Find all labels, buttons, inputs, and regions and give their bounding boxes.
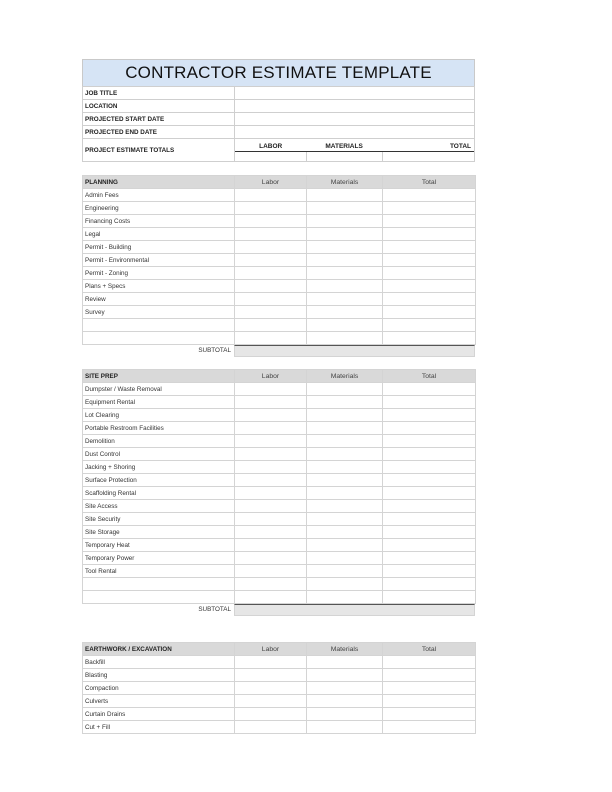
estimate-value-total[interactable] [383, 152, 474, 161]
table-row [83, 708, 476, 721]
table-row [83, 280, 476, 293]
labor-cell[interactable] [235, 578, 307, 591]
column-header-labor: Labor [235, 176, 307, 189]
info-row [83, 113, 475, 126]
total-cell[interactable] [383, 487, 476, 500]
table-row [83, 461, 476, 474]
materials-cell[interactable] [307, 526, 383, 539]
labor-cell[interactable] [235, 669, 307, 682]
total-cell[interactable] [383, 578, 476, 591]
column-header-total: Total [383, 643, 476, 656]
total-cell[interactable] [383, 435, 476, 448]
estimate-value-materials[interactable] [307, 152, 383, 161]
table-row [83, 695, 476, 708]
section-table [82, 175, 476, 345]
line-item-label: Tool Rental [83, 565, 235, 578]
table-row [83, 552, 476, 565]
table-row [83, 293, 476, 306]
line-item-label: Jacking + Shoring [83, 461, 235, 474]
table-row [83, 487, 476, 500]
table-row [83, 215, 476, 228]
estimate-totals-row [83, 139, 475, 162]
section-header-row [83, 643, 476, 656]
materials-cell[interactable] [307, 539, 383, 552]
total-cell[interactable] [383, 539, 476, 552]
table-row [83, 578, 476, 591]
info-field-label: JOB TITLE [83, 87, 235, 100]
line-item-label: Blasting [83, 669, 235, 682]
table-row [83, 656, 476, 669]
line-item-label: Engineering [83, 202, 235, 215]
materials-cell[interactable] [307, 267, 383, 280]
materials-cell[interactable] [307, 695, 383, 708]
line-item-label [83, 332, 235, 345]
labor-cell[interactable] [235, 189, 307, 202]
materials-cell[interactable] [307, 474, 383, 487]
total-cell[interactable] [383, 409, 476, 422]
line-item-label [83, 319, 235, 332]
estimate-sheet [82, 59, 475, 734]
info-row [83, 87, 475, 100]
column-header-labor: Labor [235, 370, 307, 383]
line-item-label: Admin Fees [83, 189, 235, 202]
labor-cell[interactable] [235, 539, 307, 552]
total-cell[interactable] [383, 461, 476, 474]
table-row [83, 241, 476, 254]
table-row [83, 422, 476, 435]
line-item-label: Dust Control [83, 448, 235, 461]
labor-cell[interactable] [235, 565, 307, 578]
subtotal-value[interactable] [234, 604, 475, 616]
labor-cell[interactable] [235, 682, 307, 695]
materials-cell[interactable] [307, 669, 383, 682]
table-row [83, 189, 476, 202]
materials-cell[interactable] [307, 656, 383, 669]
labor-cell[interactable] [235, 487, 307, 500]
total-cell[interactable] [383, 474, 476, 487]
total-cell[interactable] [383, 280, 476, 293]
total-cell[interactable] [383, 293, 476, 306]
materials-cell[interactable] [307, 306, 383, 319]
line-item-label: Permit - Environmental [83, 254, 235, 267]
materials-cell[interactable] [307, 409, 383, 422]
info-field-value[interactable] [235, 113, 475, 126]
materials-cell[interactable] [307, 513, 383, 526]
subtotal-label: SUBTOTAL [198, 347, 231, 354]
section-title: PLANNING [83, 176, 235, 189]
line-item-label: Site Access [83, 500, 235, 513]
total-cell[interactable] [383, 228, 476, 241]
table-row [83, 202, 476, 215]
labor-cell[interactable] [235, 254, 307, 267]
page-title: CONTRACTOR ESTIMATE TEMPLATE [82, 59, 475, 86]
section-header-row [83, 370, 476, 383]
table-row [83, 448, 476, 461]
labor-cell[interactable] [235, 228, 307, 241]
column-header-materials: Materials [307, 643, 383, 656]
total-cell[interactable] [383, 526, 476, 539]
materials-cell[interactable] [307, 189, 383, 202]
labor-cell[interactable] [235, 474, 307, 487]
line-item-label: Cut + Fill [83, 721, 235, 734]
line-item-label: Dumpster / Waste Removal [83, 383, 235, 396]
materials-cell[interactable] [307, 682, 383, 695]
info-field-label: PROJECTED END DATE [83, 126, 235, 139]
labor-cell[interactable] [235, 500, 307, 513]
labor-cell[interactable] [235, 461, 307, 474]
line-item-label: Compaction [83, 682, 235, 695]
line-item-label: Curtain Drains [83, 708, 235, 721]
materials-cell[interactable] [307, 565, 383, 578]
total-cell[interactable] [383, 267, 476, 280]
estimate-totals-cell [235, 139, 475, 162]
estimate-header-materials: MATERIALS [325, 143, 363, 150]
total-cell[interactable] [383, 513, 476, 526]
line-item-label: Survey [83, 306, 235, 319]
table-row [83, 565, 476, 578]
total-cell[interactable] [383, 319, 476, 332]
total-cell[interactable] [383, 448, 476, 461]
estimate-value-labor[interactable] [235, 152, 307, 161]
info-row [83, 126, 475, 139]
line-item-label [83, 578, 235, 591]
line-item-label: Lot Clearing [83, 409, 235, 422]
total-cell[interactable] [383, 708, 476, 721]
table-row [83, 721, 476, 734]
info-field-value[interactable] [235, 87, 475, 100]
labor-cell[interactable] [235, 656, 307, 669]
line-item-label [83, 591, 235, 604]
total-cell[interactable] [383, 332, 476, 345]
labor-cell[interactable] [235, 306, 307, 319]
estimate-header-labor: LABOR [259, 143, 283, 150]
line-item-label: Scaffolding Rental [83, 487, 235, 500]
labor-cell[interactable] [235, 241, 307, 254]
section-title: EARTHWORK / EXCAVATION [83, 643, 235, 656]
materials-cell[interactable] [307, 254, 383, 267]
labor-cell[interactable] [235, 319, 307, 332]
table-row [83, 539, 476, 552]
materials-cell[interactable] [307, 293, 383, 306]
materials-cell[interactable] [307, 461, 383, 474]
table-row [83, 526, 476, 539]
table-row [83, 306, 476, 319]
line-item-label: Permit - Building [83, 241, 235, 254]
labor-cell[interactable] [235, 409, 307, 422]
table-row [83, 409, 476, 422]
line-item-label: Surface Protection [83, 474, 235, 487]
total-cell[interactable] [383, 682, 476, 695]
materials-cell[interactable] [307, 228, 383, 241]
total-cell[interactable] [383, 306, 476, 319]
labor-cell[interactable] [235, 435, 307, 448]
project-info-table [82, 86, 475, 162]
total-cell[interactable] [383, 695, 476, 708]
total-cell[interactable] [383, 383, 476, 396]
materials-cell[interactable] [307, 591, 383, 604]
info-field-label: PROJECTED START DATE [83, 113, 235, 126]
info-field-value[interactable] [235, 126, 475, 139]
materials-cell[interactable] [307, 552, 383, 565]
labor-cell[interactable] [235, 293, 307, 306]
total-cell[interactable] [383, 422, 476, 435]
estimate-totals-label: PROJECT ESTIMATE TOTALS [83, 139, 235, 162]
total-cell[interactable] [383, 254, 476, 267]
subtotal-value[interactable] [234, 345, 475, 357]
total-cell[interactable] [383, 552, 476, 565]
labor-cell[interactable] [235, 332, 307, 345]
total-cell[interactable] [383, 669, 476, 682]
labor-cell[interactable] [235, 526, 307, 539]
line-item-label: Temporary Power [83, 552, 235, 565]
line-item-label: Site Storage [83, 526, 235, 539]
line-item-label: Permit - Zoning [83, 267, 235, 280]
total-cell[interactable] [383, 189, 476, 202]
labor-cell[interactable] [235, 396, 307, 409]
table-row [83, 396, 476, 409]
section-planning [82, 175, 475, 357]
labor-cell[interactable] [235, 383, 307, 396]
table-row [83, 669, 476, 682]
section-table [82, 369, 476, 604]
subtotal-row [82, 345, 475, 357]
estimate-header-total: TOTAL [449, 143, 471, 150]
materials-cell[interactable] [307, 500, 383, 513]
table-row [83, 513, 476, 526]
materials-cell[interactable] [307, 332, 383, 345]
section-earthwork-excavation [82, 642, 475, 734]
info-field-label: LOCATION [83, 100, 235, 113]
subtotal-label: SUBTOTAL [198, 606, 231, 613]
line-item-label: Demolition [83, 435, 235, 448]
line-item-label: Backfill [83, 656, 235, 669]
info-row [83, 100, 475, 113]
materials-cell[interactable] [307, 319, 383, 332]
total-cell[interactable] [383, 656, 476, 669]
materials-cell[interactable] [307, 487, 383, 500]
labor-cell[interactable] [235, 721, 307, 734]
materials-cell[interactable] [307, 280, 383, 293]
table-row [83, 254, 476, 267]
column-header-labor: Labor [235, 643, 307, 656]
labor-cell[interactable] [235, 552, 307, 565]
section-title: SITE PREP [83, 370, 235, 383]
labor-cell[interactable] [235, 215, 307, 228]
labor-cell[interactable] [235, 708, 307, 721]
table-row [83, 435, 476, 448]
labor-cell[interactable] [235, 202, 307, 215]
materials-cell[interactable] [307, 202, 383, 215]
total-cell[interactable] [383, 591, 476, 604]
column-header-total: Total [383, 176, 476, 189]
labor-cell[interactable] [235, 591, 307, 604]
section-site-prep [82, 369, 475, 616]
table-row [83, 267, 476, 280]
labor-cell[interactable] [235, 448, 307, 461]
table-row [83, 228, 476, 241]
column-header-materials: Materials [307, 370, 383, 383]
materials-cell[interactable] [307, 215, 383, 228]
line-item-label: Equipment Rental [83, 396, 235, 409]
total-cell[interactable] [383, 721, 476, 734]
materials-cell[interactable] [307, 448, 383, 461]
table-row [83, 591, 476, 604]
table-row [83, 332, 476, 345]
column-header-materials: Materials [307, 176, 383, 189]
line-item-label: Legal [83, 228, 235, 241]
materials-cell[interactable] [307, 396, 383, 409]
labor-cell[interactable] [235, 422, 307, 435]
line-item-label: Review [83, 293, 235, 306]
labor-cell[interactable] [235, 280, 307, 293]
materials-cell[interactable] [307, 578, 383, 591]
materials-cell[interactable] [307, 422, 383, 435]
table-row [83, 474, 476, 487]
total-cell[interactable] [383, 241, 476, 254]
materials-cell[interactable] [307, 383, 383, 396]
table-row [83, 383, 476, 396]
line-item-label: Site Security [83, 513, 235, 526]
labor-cell[interactable] [235, 513, 307, 526]
line-item-label: Financing Costs [83, 215, 235, 228]
total-cell[interactable] [383, 565, 476, 578]
total-cell[interactable] [383, 500, 476, 513]
materials-cell[interactable] [307, 435, 383, 448]
subtotal-row [82, 604, 475, 616]
line-item-label: Temporary Heat [83, 539, 235, 552]
line-item-label: Plans + Specs [83, 280, 235, 293]
total-cell[interactable] [383, 215, 476, 228]
column-header-total: Total [383, 370, 476, 383]
labor-cell[interactable] [235, 267, 307, 280]
materials-cell[interactable] [307, 241, 383, 254]
table-row [83, 682, 476, 695]
total-cell[interactable] [383, 202, 476, 215]
materials-cell[interactable] [307, 721, 383, 734]
table-row [83, 319, 476, 332]
labor-cell[interactable] [235, 695, 307, 708]
total-cell[interactable] [383, 396, 476, 409]
info-field-value[interactable] [235, 100, 475, 113]
line-item-label: Portable Restroom Facilities [83, 422, 235, 435]
section-table [82, 642, 476, 734]
section-header-row [83, 176, 476, 189]
materials-cell[interactable] [307, 708, 383, 721]
line-item-label: Culverts [83, 695, 235, 708]
table-row [83, 500, 476, 513]
